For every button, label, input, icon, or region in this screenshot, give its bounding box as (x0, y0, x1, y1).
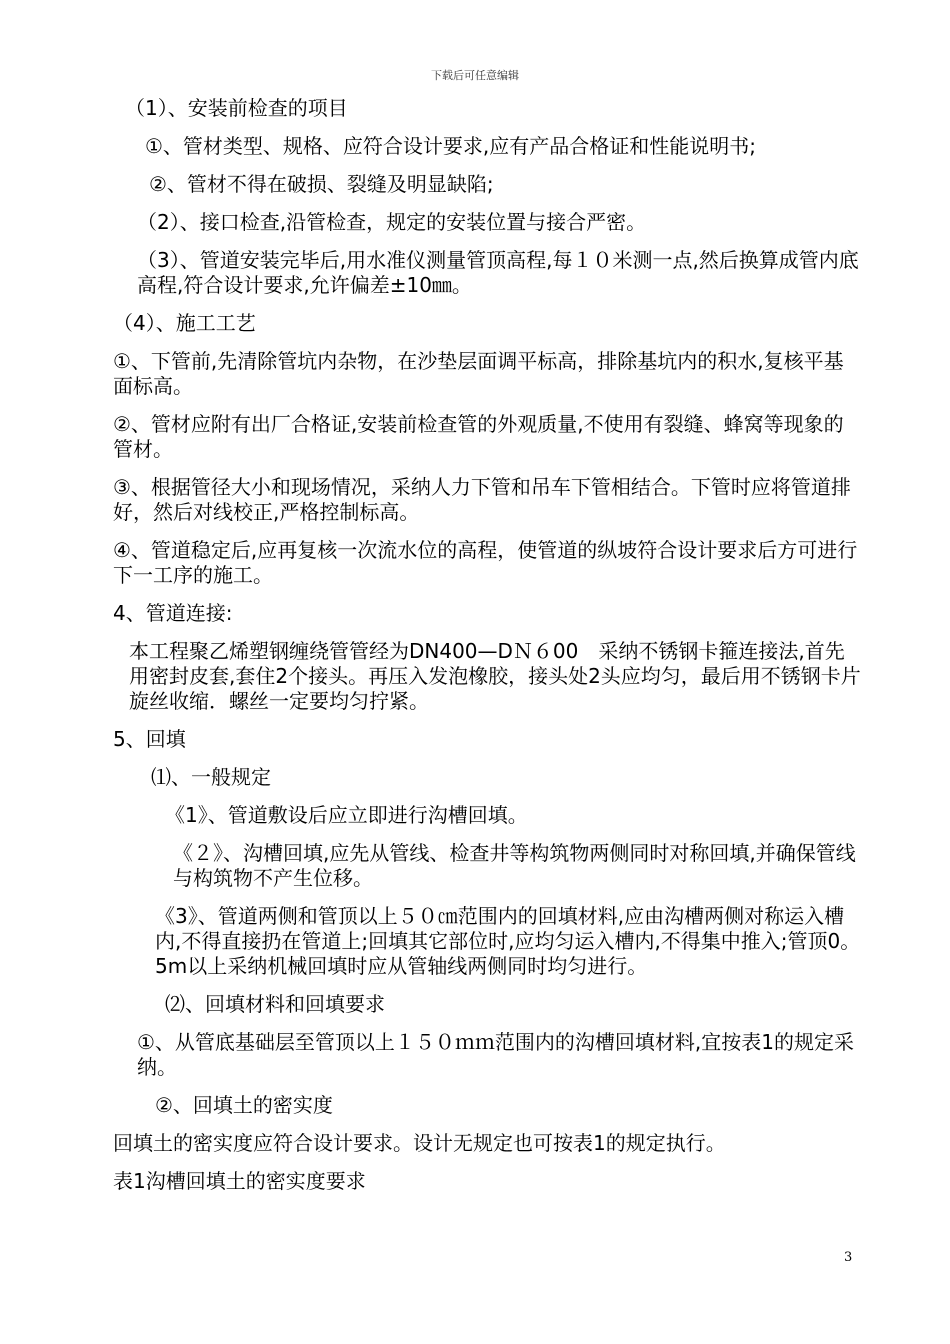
paragraph-process-3: ③、根据管径大小和现场情况，采纳人力下管和吊车下管相结合。下管时应将管道排好，然后对线校正,严格控制标高。 (113, 475, 851, 524)
paragraph-section-4: （4）、施工工艺 (113, 311, 256, 335)
heading-backfill: 5、回填 (113, 727, 186, 751)
paragraph-section-3: （3）、管道安装完毕后,用水准仪测量管顶高程,每１０米测一点,然后换算成管内底高程,符合设计要求,允许偏差±10㎜。 (137, 248, 859, 297)
paragraph-section-1: （1）、安装前检查的项目 (125, 96, 348, 120)
paragraph-rule-3: 《3》、管道两侧和管顶以上５０㎝范围内的回填材料,应由沟槽两侧对称运入槽内,不得直接扔在管道上;回填其它部位时,应均匀运入槽内,不得集中推入;管顶0。5m以上采纳机械回填时应从管轴线两侧同时均匀进行。 (155, 904, 861, 978)
paragraph-rule-1: 《1》、管道敷设后应立即进行沟槽回填。 (165, 803, 528, 827)
paragraph-compaction: 回填土的密实度应符合设计要求。设计无规定也可按表1的规定执行。 (113, 1131, 726, 1155)
paragraph-material-1: ①、从管底基础层至管顶以上１５０ｍｍ范围内的沟槽回填材料,宜按表1的规定采纳。 (137, 1030, 855, 1079)
header-note: 下载后可任意编辑 (431, 69, 519, 82)
heading-pipe-connection: 4、管道连接: (113, 601, 233, 625)
paragraph-rule-2: 《２》、沟槽回填,应先从管线、检查井等构筑物两侧同时对称回填,并确保管线与构筑物不产生位移。 (173, 841, 856, 890)
page-number: 3 (844, 1250, 853, 1265)
paragraph-item-1: ①、管材类型、规格、应符合设计要求,应有产品合格证和性能说明书; (145, 134, 757, 158)
paragraph-backfill-material: ⑵、回填材料和回填要求 (165, 992, 385, 1016)
paragraph-item-2: ②、管材不得在破损、裂缝及明显缺陷; (149, 172, 494, 196)
paragraph-section-2: （2）、接口检查,沿管检查，规定的安装位置与接合严密。 (137, 210, 647, 234)
paragraph-pipe-connection: 本工程聚乙烯塑钢缠绕管管经为DN400—DＮ６00 采纳不锈钢卡箍连接法,首先用密封皮套,套住2个接头。再压入发泡橡胶，接头处2头应均匀，最后用不锈钢卡片旋丝收缩．螺丝一定要均匀拧紧。 (129, 639, 861, 713)
paragraph-general-rules: ⑴、一般规定 (151, 765, 271, 789)
paragraph-process-1: ①、下管前,先清除管坑内杂物，在沙垫层面调平标高，排除基坑内的积水,复核平基面标高。 (113, 349, 844, 398)
document-body (113, 96, 863, 1207)
paragraph-process-2: ②、管材应附有出厂合格证,安装前检查管的外观质量,不使用有裂缝、蜂窝等现象的管材。 (113, 412, 844, 461)
paragraph-compaction-heading: ②、回填土的密实度 (155, 1093, 333, 1117)
paragraph-process-4: ④、管道稳定后,应再复核一次流水位的高程，使管道的纵坡符合设计要求后方可进行下一工序的施工。 (113, 538, 858, 587)
table-caption: 表1沟槽回填土的密实度要求 (113, 1169, 366, 1193)
